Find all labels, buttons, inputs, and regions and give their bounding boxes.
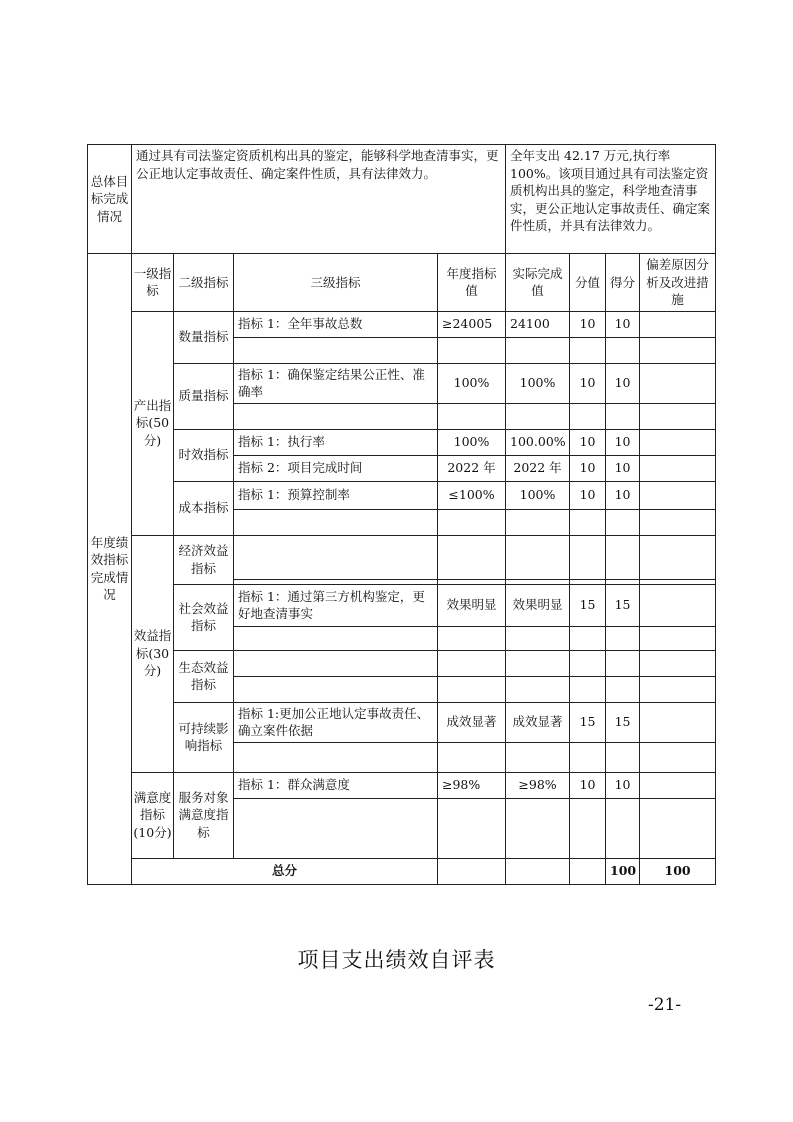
row-t2-actual: 2022 年 xyxy=(506,455,570,481)
row-sa1-annual: ≥98% xyxy=(438,772,506,798)
row-q1-annual: ≥24005 xyxy=(438,311,506,337)
page-number: -21- xyxy=(648,995,682,1015)
row-t2-score: 10 xyxy=(570,455,606,481)
sub-ecological: 生态效益指标 xyxy=(174,650,234,702)
total-label: 总分 xyxy=(132,858,438,884)
table-row xyxy=(88,311,716,337)
summary-target-text: 通过具有司法鉴定资质机构出具的鉴定，能够科学地查清事实，更公正地认定事故责任、确定案件性质，具有法律效力。 xyxy=(132,145,506,254)
header-level1: 一级指标 xyxy=(132,254,174,312)
sub-timeliness: 时效指标 xyxy=(174,429,234,481)
row-su1-score: 15 xyxy=(570,702,606,742)
sub-sustainable: 可持续影响指标 xyxy=(174,702,234,772)
row-q1-name: 指标 1：全年事故总数 xyxy=(234,311,438,337)
group-satisfaction: 满意度指标(10分) xyxy=(132,772,174,858)
table-row xyxy=(88,650,716,676)
table-row xyxy=(88,481,716,509)
row-t2-got: 10 xyxy=(606,455,640,481)
section-label: 年度绩效指标完成情况 xyxy=(88,254,132,885)
table-row xyxy=(88,363,716,403)
row-t2-name: 指标 2：项目完成时间 xyxy=(234,455,438,481)
table-row xyxy=(88,584,716,626)
row-sa1-got: 10 xyxy=(606,772,640,798)
row-ql1-name: 指标 1：确保鉴定结果公正性、准确率 xyxy=(234,363,438,403)
header-row xyxy=(88,254,716,312)
row-s1-score: 15 xyxy=(570,584,606,626)
row-c1-actual: 100% xyxy=(506,481,570,509)
row-ql1-score: 10 xyxy=(570,363,606,403)
row-s1-annual: 效果明显 xyxy=(438,584,506,626)
header-annual: 年度指标值 xyxy=(438,254,506,312)
row-c1-got: 10 xyxy=(606,481,640,509)
sub-quality: 质量指标 xyxy=(174,363,234,429)
row-su1-got: 15 xyxy=(606,702,640,742)
performance-table xyxy=(87,144,716,885)
row-s1-got: 15 xyxy=(606,584,640,626)
total-score: 100 xyxy=(606,858,640,884)
table-row xyxy=(88,702,716,742)
row-t1-score: 10 xyxy=(570,429,606,455)
row-s1-actual: 效果明显 xyxy=(506,584,570,626)
row-sa1-name: 指标 1：群众满意度 xyxy=(234,772,438,798)
row-s1-name: 指标 1：通过第三方机构鉴定，更好地查清事实 xyxy=(234,584,438,626)
row-c1-annual: ≤100% xyxy=(438,481,506,509)
row-su1-actual: 成效显著 xyxy=(506,702,570,742)
sub-economic: 经济效益指标 xyxy=(174,535,234,584)
table-row xyxy=(88,429,716,455)
sub-social: 社会效益指标 xyxy=(174,584,234,650)
row-su1-name: 指标 1:更加公正地认定事故责任、确立案件依据 xyxy=(234,702,438,742)
row-c1-name: 指标 1：预算控制率 xyxy=(234,481,438,509)
row-q1-got: 10 xyxy=(606,311,640,337)
header-actual: 实际完成值 xyxy=(506,254,570,312)
summary-actual-text: 全年支出 42.17 万元,执行率 100%。该项目通过具有司法鉴定资质机构出具的鉴定，科学地查清事实，更公正地认定事故责任、确定案件性质，并具有法律效力。 xyxy=(506,145,716,254)
summary-label: 总体目标完成情况 xyxy=(88,145,132,254)
table-row xyxy=(88,772,716,798)
row-q1-actual: 24100 xyxy=(506,311,570,337)
row-su1-annual: 成效显著 xyxy=(438,702,506,742)
row-ql1-got: 10 xyxy=(606,363,640,403)
header-deviation: 偏差原因分析及改进措施 xyxy=(640,254,716,312)
row-t1-name: 指标 1：执行率 xyxy=(234,429,438,455)
footer-title: 项目支出绩效自评表 xyxy=(297,948,496,972)
row-t1-annual: 100% xyxy=(438,429,506,455)
row-q1-score: 10 xyxy=(570,311,606,337)
sub-cost: 成本指标 xyxy=(174,481,234,535)
row-q1-deviation xyxy=(640,311,716,337)
row-sa1-score: 10 xyxy=(570,772,606,798)
header-got: 得分 xyxy=(606,254,640,312)
total-got: 100 xyxy=(640,858,716,884)
summary-row xyxy=(88,145,716,254)
row-ql1-actual: 100% xyxy=(506,363,570,403)
sub-service: 服务对象满意度指标 xyxy=(174,772,234,858)
row-t1-actual: 100.00% xyxy=(506,429,570,455)
row-c1-score: 10 xyxy=(570,481,606,509)
header-level2: 二级指标 xyxy=(174,254,234,312)
row-ql1-annual: 100% xyxy=(438,363,506,403)
table-row xyxy=(88,535,716,579)
header-level3: 三级指标 xyxy=(234,254,438,312)
group-benefit: 效益指标(30分) xyxy=(132,535,174,772)
row-t1-got: 10 xyxy=(606,429,640,455)
total-row xyxy=(88,858,716,884)
header-score: 分值 xyxy=(570,254,606,312)
row-sa1-actual: ≥98% xyxy=(506,772,570,798)
group-output: 产出指标(50分) xyxy=(132,311,174,535)
sub-quantity: 数量指标 xyxy=(174,311,234,363)
row-t2-annual: 2022 年 xyxy=(438,455,506,481)
